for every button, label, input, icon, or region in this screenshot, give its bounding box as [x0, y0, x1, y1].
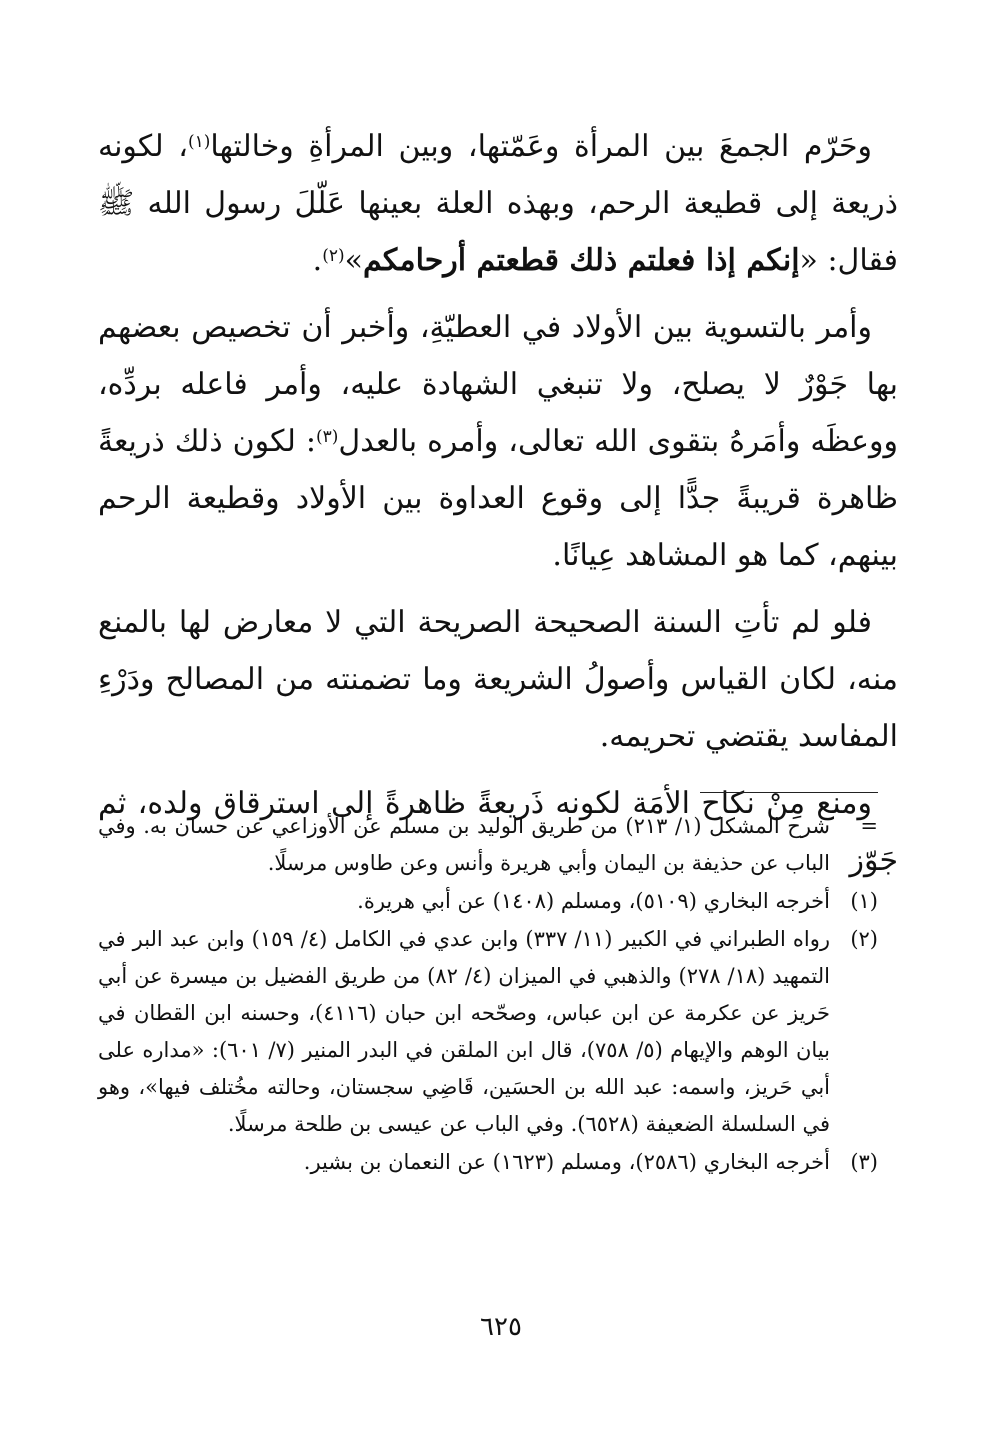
- text-run: فلو لم تأتِ السنة الصحيحة الصريحة التي لا معارض لها بالمنع منه، لكان القياس وأصولُ الشريعة وما تضمنته من المصالح ودَرْءِ المفاسد يقتضي تحريمه.: [98, 605, 898, 754]
- text-run: ومنع مِنْ نكاح الأمَة لكونه ذَريعةً ظاهرةً إلى استرقاق ولده، ثم جَوّز: [98, 786, 898, 878]
- text-run: وأمر بالتسوية بين الأولاد في العطيّةِ، وأخبر أن تخصيص بعضهم بها جَوْرٌ لا يصلح، ولا تنبغي الشهادة عليه، وأمر فاعله بردِّه، ووعظَه وأمَرهُ بتقوى الله تعالى، وأمره بالعدل: [98, 310, 898, 459]
- footnotes: [98, 808, 878, 1182]
- footnote-ref[interactable]: (٣): [315, 427, 339, 447]
- main-text: [98, 118, 898, 899]
- footnote-text: أخرجه البخاري (٢٥٨٦)، ومسلم (١٦٢٣) عن النعمان بن بشير.: [303, 1150, 830, 1174]
- footnote-mark: (١): [850, 889, 878, 913]
- footnote-ref[interactable]: (٢): [322, 246, 345, 266]
- footnote-continuation: [98, 808, 878, 882]
- paragraph-2: [98, 299, 898, 584]
- footnote-text: أخرجه البخاري (٥١٠٩)، ومسلم (١٤٠٨) عن أبي هريرة.: [357, 889, 830, 913]
- text-run: .: [312, 243, 323, 278]
- paragraph-3: [98, 594, 898, 765]
- footnote-2: [98, 921, 878, 1143]
- footnote-mark: (٢): [850, 927, 878, 951]
- footnote-mark: =: [860, 814, 878, 838]
- footnote-1: [98, 883, 878, 920]
- footnote-3: [98, 1144, 878, 1181]
- footnote-separator: [700, 792, 878, 793]
- footnote-ref[interactable]: (١): [188, 132, 211, 152]
- footnote-text: رواه الطبراني في الكبير (١١/ ٣٣٧) وابن عدي في الكامل (٤/ ١٥٩) وابن عبد البر في التمهيد (١٨/ ٢٧٨) والذهبي في الميزان (٤/ ٨٢) من طريق الفضيل بن ميسرة عن أبي حَريز عن عكرمة عن ابن عباس، وصحّحه ابن حبان (٤١١٦)، وحسنه ابن القطان في بيان الوهم والإيهام (٥/ ٧٥٨)، قال ابن الملقن في البدر المنير (٧/ ٦٠١): «مداره على أبي حَريز، واسمه: عبد الله بن الحسَين، قَاضِي سجستان، وحالته مخُتلف فيها»، وهو في السلسلة الضعيفة (٦٥٢٨). وفي الباب عن عيسى بن طلحة مرسلًا.: [98, 927, 831, 1136]
- paragraph-1: [98, 118, 898, 289]
- footnote-mark: (٣): [850, 1150, 878, 1174]
- text-run: »: [344, 243, 363, 278]
- text-run: ، لكونه ذريعة إلى قطيعة الرحم، وبهذه العلة بعينها عَلّلَ رسول الله ﷺ فقال: «: [98, 129, 898, 278]
- hadith-quote: إنكم إذا فعلتم ذلك قطعتم أرحامكم: [362, 243, 800, 278]
- footnote-text: شرح المشكل (١/ ٢١٣) من طريق الوليد بن مسلم عن الأوزاعي عن حسان به. وفي الباب عن حذيفة بن اليمان وأبي هريرة وأنس وعن طاوس مرسلًا.: [98, 814, 830, 875]
- text-run: : لكون ذلك ذريعةً ظاهرة قريبةً جدًّا إلى وقوع العداوة بين الأولاد وقطيعة الرحم بينهم، كما هو المشاهد عِيانًا.: [98, 424, 898, 573]
- page-number: ٦٢٥: [480, 1312, 522, 1342]
- text-run: وحَرّم الجمعَ بين المرأة وعَمّتها، وبين المرأةِ وخالتها: [210, 129, 873, 164]
